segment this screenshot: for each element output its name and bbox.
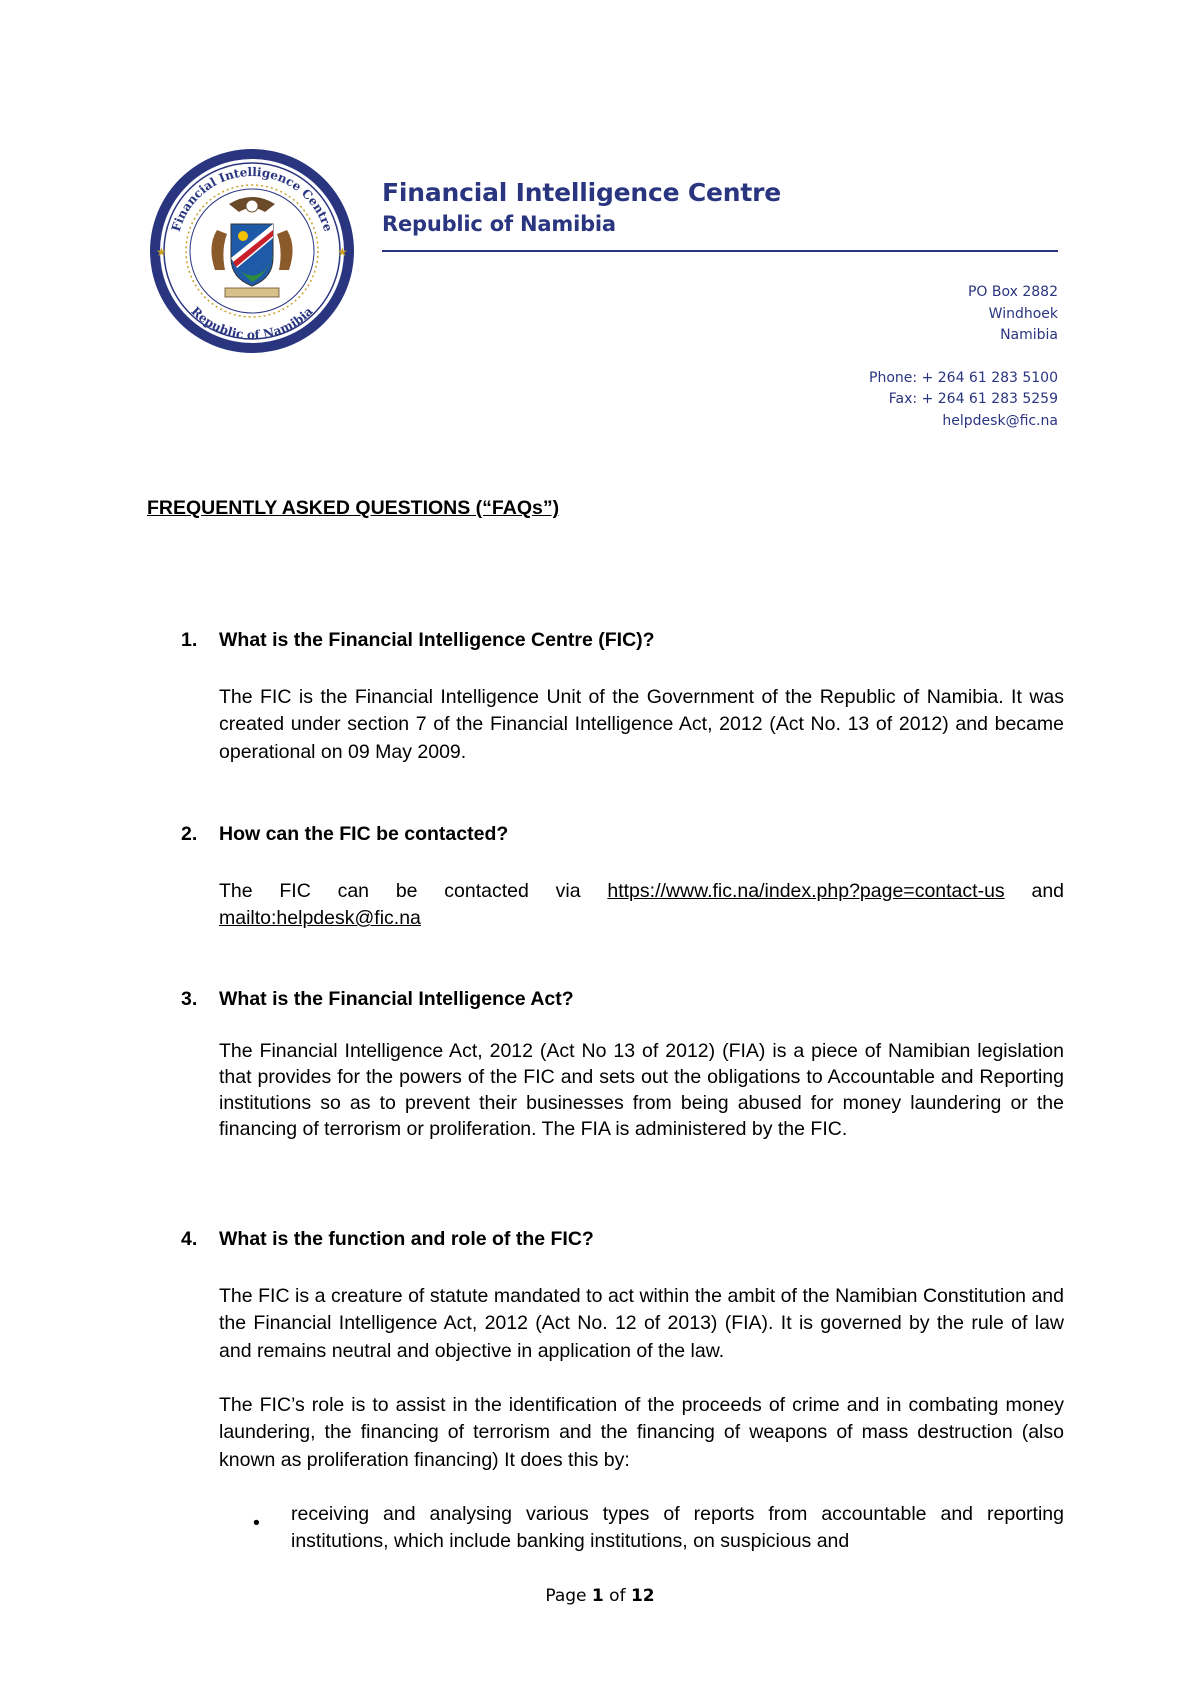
question-number: 1. (181, 629, 198, 651)
seal-text-top: Financial Intelligence Centre (168, 164, 336, 234)
answer-4-paragraph-1: The FIC is a creature of statute mandated to act within the ambit of the Namibian Constitution and the Financial Intelligence Act, 2012 (Act No. 12 of 2013) (FIA). It is governed by the rule of law and remains neutral and objective in application of the law. (219, 1285, 1064, 1362)
fax-number: Fax: + 264 61 283 5259 (888, 391, 1058, 407)
answer-4-paragraph-2: The FIC’s role is to assist in the identification of the proceeds of crime and in combating money laundering, the financing of terrorism and the financing of weapons of mass destruction (also known as proliferation financing) It does this by: (219, 1394, 1064, 1471)
bullet-item-1: receiving and analysing various types of reports from accountable and reporting institutions, which include banking institutions, on suspicious and (291, 1503, 1064, 1553)
page-footer (0, 1586, 1200, 1606)
answer-1: The FIC is the Financial Intelligence Unit of the Government of the Republic of Namibia. It was created under section 7 of the Financial Intelligence Act, 2012 (Act No. 13 of 2012) and became operational on 09 May 2009. (219, 686, 1064, 763)
document-title: FREQUENTLY ASKED QUESTIONS (“FAQs”) (147, 497, 560, 519)
answer-text: The FIC can be contacted via (219, 880, 581, 902)
question-text: How can the FIC be contacted? (219, 823, 509, 845)
fic-seal-logo (147, 146, 357, 356)
seal-text-bottom: Republic of Namibia (188, 304, 316, 343)
org-subtitle: Republic of Namibia (382, 212, 616, 236)
contact-address-block (869, 282, 1058, 432)
phone-number: Phone: + 264 61 283 5100 (869, 369, 1058, 386)
country: Namibia (1000, 327, 1058, 343)
question-number: 4. (181, 1228, 198, 1250)
org-name: Financial Intelligence Centre (382, 178, 782, 207)
email-address: helpdesk@fic.na (942, 412, 1058, 429)
page-total: 12 (630, 1586, 655, 1606)
question-text: What is the Financial Intelligence Centre (FIC)? (219, 629, 655, 651)
question-1 (181, 629, 655, 652)
contact-us-link[interactable]: https://www.fic.na/index.php?page=contact-us (607, 880, 1005, 902)
question-4 (181, 1228, 594, 1251)
question-3 (181, 988, 574, 1011)
answer-text: and (1031, 880, 1065, 902)
question-text: What is the function and role of the FIC? (219, 1228, 594, 1250)
bullet-icon: • (253, 1512, 260, 1534)
city: Windhoek (988, 305, 1058, 322)
answer-2 (219, 878, 1064, 933)
page-of-label: of (609, 1586, 626, 1606)
svg-text:★: ★ (156, 245, 167, 259)
header-divider (382, 250, 1058, 252)
svg-text:★: ★ (337, 245, 348, 259)
po-box: PO Box 2882 (967, 284, 1058, 300)
helpdesk-email-link[interactable]: mailto:helpdesk@fic.na (219, 907, 421, 930)
answer-3: The Financial Intelligence Act, 2012 (Act No 13 of 2012) (FIA) is a piece of Namibian legislation that provides for the powers of the FIC and sets out the obligations to Accountable and Reporting institutions so as to prevent their businesses from being abused for money laundering or the financing of terrorism or proliferation. The FIA is administered by the FIC. (219, 1040, 1064, 1140)
question-number: 3. (181, 988, 198, 1010)
question-2 (181, 823, 508, 846)
question-number: 2. (181, 823, 198, 845)
page-label: Page (545, 1586, 587, 1606)
question-text: What is the Financial Intelligence Act? (219, 988, 574, 1010)
page-number: 1 (591, 1586, 604, 1606)
